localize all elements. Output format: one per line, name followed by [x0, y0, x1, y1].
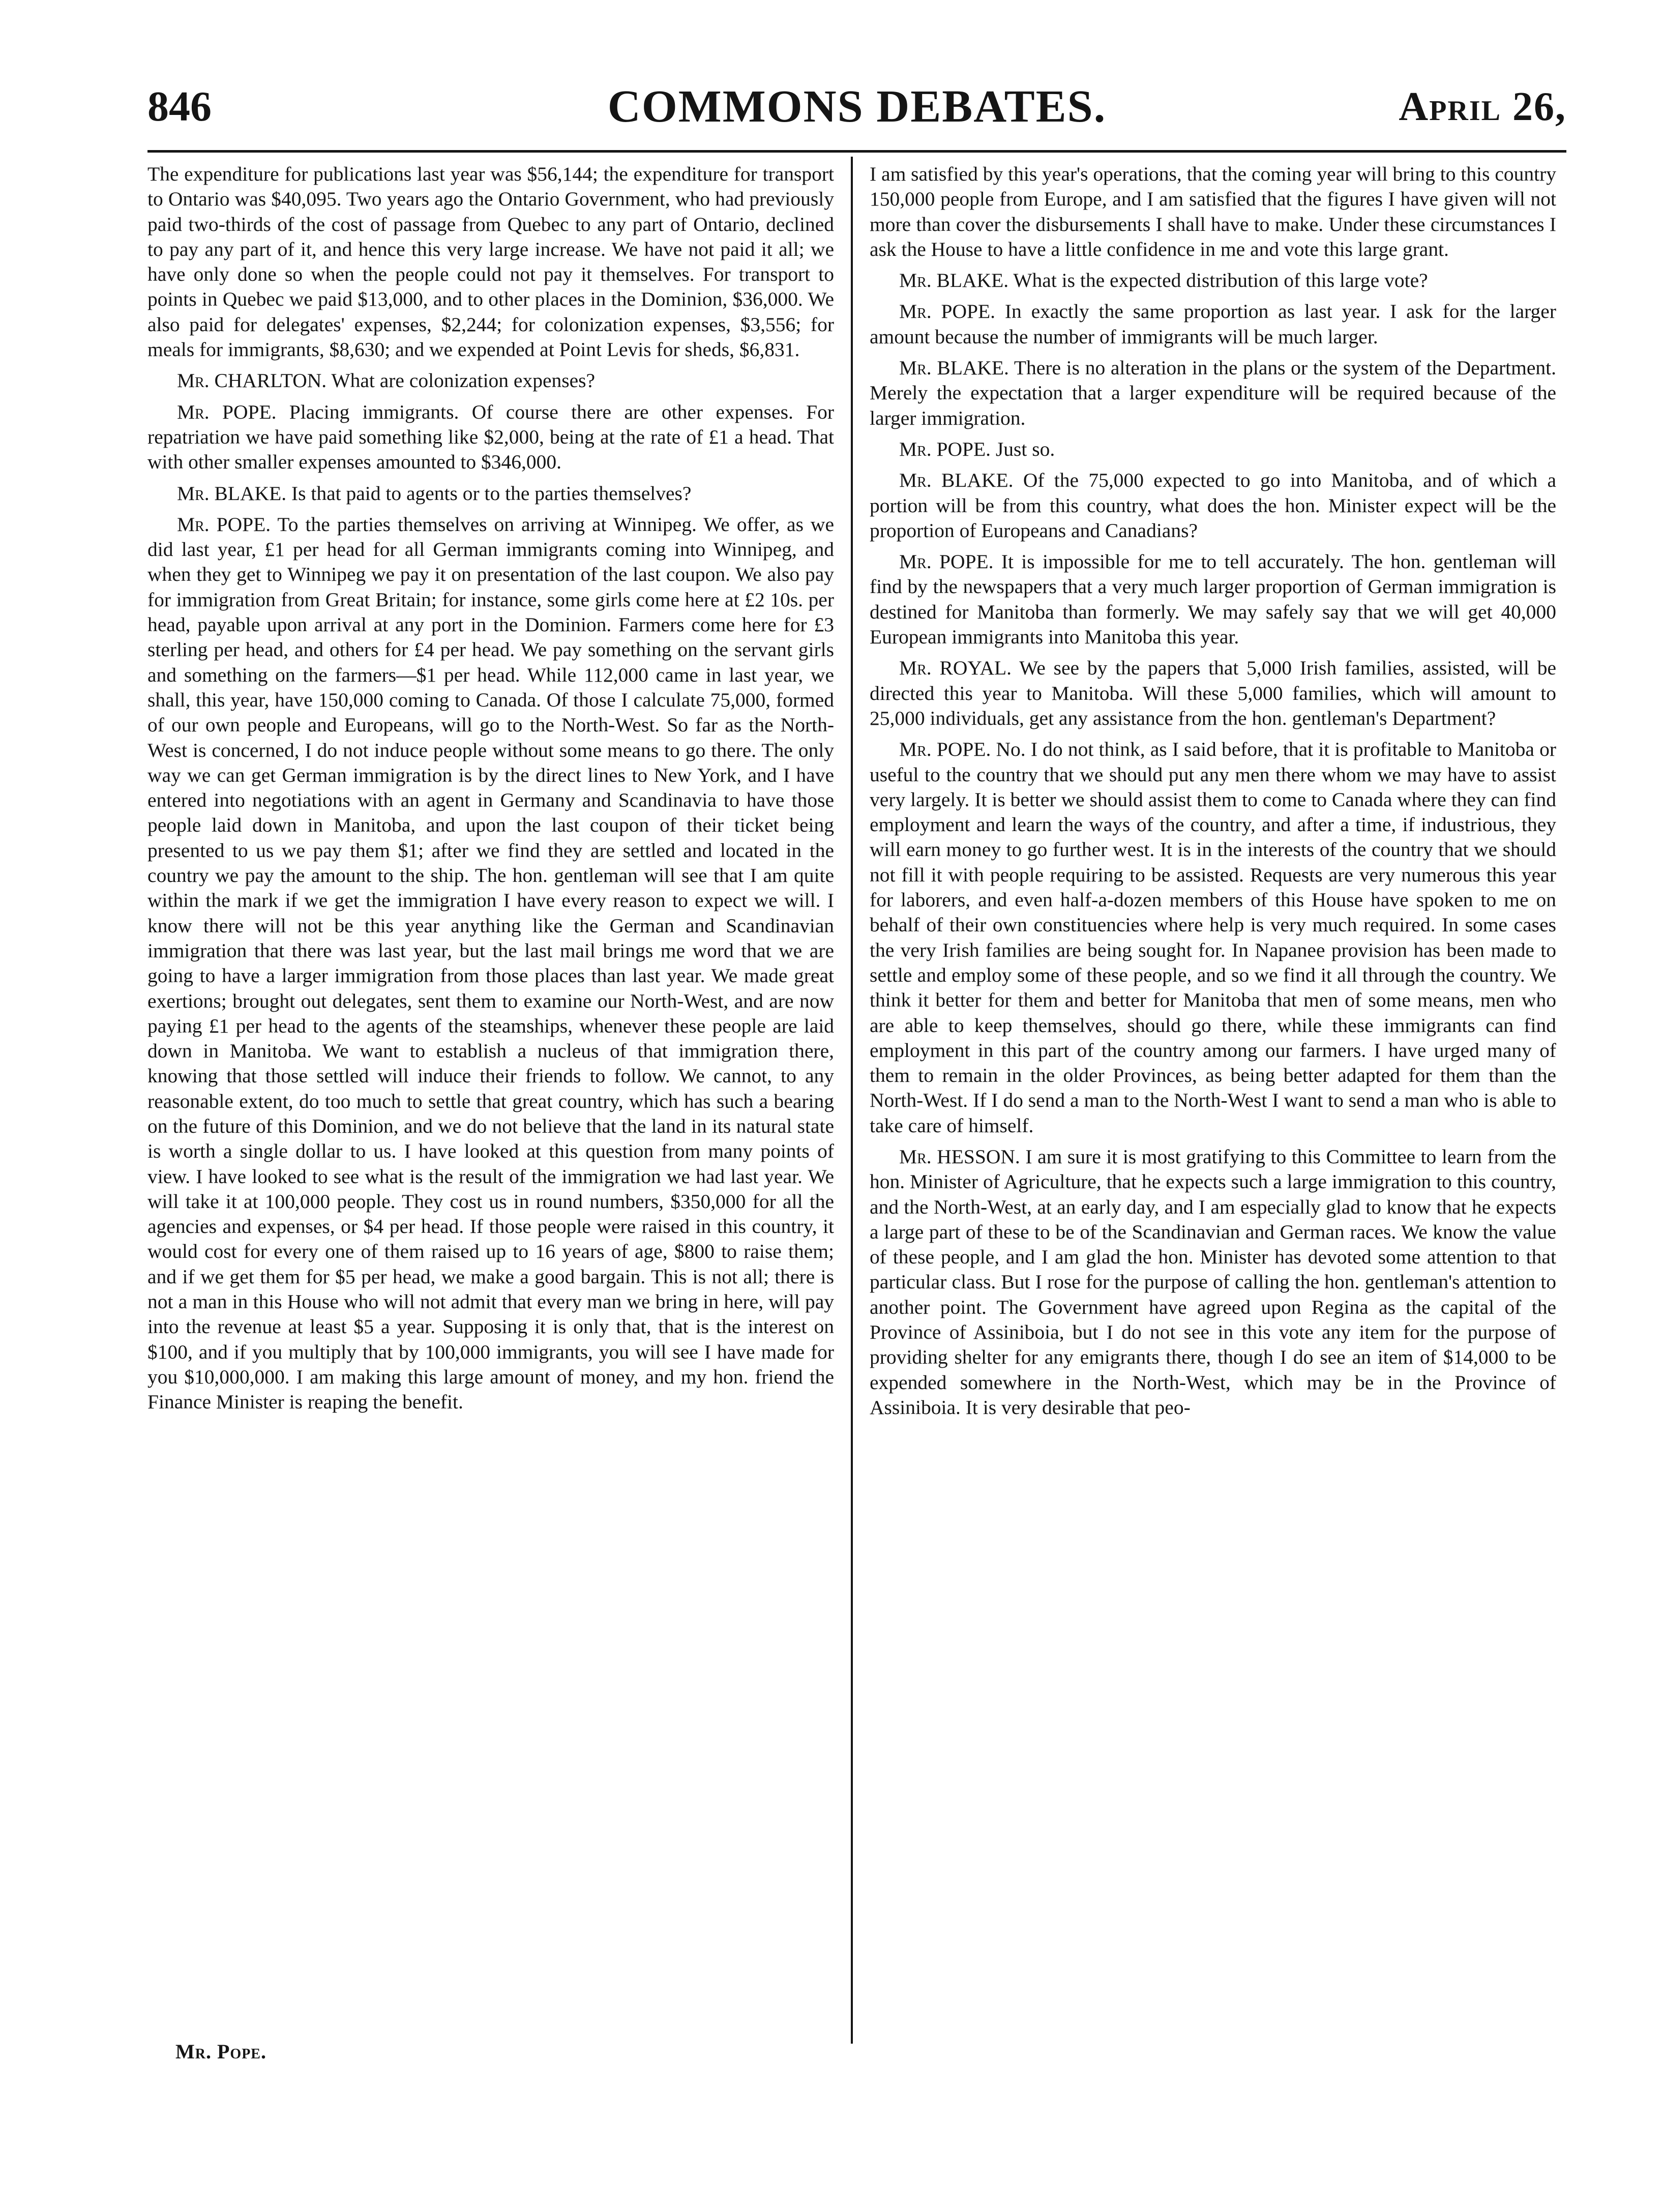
paragraph	[147, 162, 834, 362]
paragraph	[870, 356, 1556, 431]
paragraph	[870, 1144, 1556, 1420]
paragraph-text: What are colonization expenses?	[331, 369, 596, 392]
paragraph	[870, 162, 1556, 262]
speaker-name: Mr. POPE.	[899, 300, 995, 323]
paragraph	[870, 299, 1556, 349]
speaker-name: Mr. POPE.	[899, 738, 991, 761]
paragraph	[870, 437, 1556, 462]
paragraph	[147, 512, 834, 1415]
paragraph	[147, 368, 834, 393]
paragraph-text: It is impossible for me to tell accurately. The hon. gentleman will find by the newspapers that a very much larger proportion of German immigration is destined for Manitoba than formerly. We may safely say that we will get 40,000 European immigrants into Manitoba this year.	[870, 550, 1556, 648]
page-number: 846	[147, 83, 212, 130]
paragraph	[147, 481, 834, 506]
paragraph	[870, 468, 1556, 543]
header-rule	[147, 150, 1566, 153]
paragraph-text: There is no alteration in the plans or the system of the Department. Merely the expectation that a larger expenditure will be required because of the larger immigration.	[870, 357, 1556, 429]
speaker-name: Mr. BLAKE.	[177, 482, 287, 505]
speaker-name: Mr. BLAKE.	[899, 469, 1014, 492]
paragraph-text: Placing immigrants. Of course there are other expenses. For repatriation we have paid something like $2,000, being at the rate of £1 a head. That with other smaller expenses amounted to $346,000.	[147, 400, 834, 474]
paragraph-text: To the parties themselves on arriving at Winnipeg. We offer, as we did last year, £1 per head for all German immigrants coming into Winnipeg, and when they get to Winnipeg we pay it on presentation of the last coupon. We also pay for immigration from Great Britain; for instance, some girls come here at £2 10s. per head, payable upon arrival at any port in the Dominion. Farmers come here for £3 sterling per head, and others for £4 per head. We pay something on the servant girls and something on the farmers—$1 per head. While 112,000 came in last year, we shall, this year, have 150,000 coming to Canada. Of those I calculate 75,000, formed of our own people and Europeans, will go to the North-West. So far as the North-West is concerned, I do not induce people without some means to go there. The only way we can get German immigration is by the direct lines to New York, and I have entered into negotiations with an agent in Germany and Scandinavia to have those people laid down in Manitoba, and upon the last coupon of their ticket being presented to us we pay them $1; after we find they are settled and located in the country we pay the amount to the ship. The hon. gentleman will see that I am quite within the mark if we get the immigration I have every reason to expect we will. I know there will not be this year anything like the German and Scandinavian immigration that there was last year, but the last mail brings me word that we are going to have a larger immigration from those places than last year. We made great exertions; brought out delegates, sent them to examine our North-West, and are now paying £1 per head to the agents of the steamships, whenever these people are laid down in Manitoba. We want to establish a nucleus of that immigration there, knowing that those settled will induce their friends to follow. We cannot, to any reasonable extent, do too much to settle that great country, which has such a bearing on the future of this Dominion, and we do not believe that the land in its natural state is worth a single dollar to us. I have looked at this question from many points of view. I have looked to see what is the result of the immigration we had last year. We will take it at 100,000 people. They cost us in round numbers, $350,000 for all the agencies and expenses, or $4 per head. If those people were raised in this country, it would cost for every one of them raised up to 16 years of age, $800 to raise them; and if we get them for $5 per head, we make a good bargain. This is not all; there is not a man in this House who will not admit that every man we bring in here, will pay into the revenue at least $5 a year. Supposing it is only that, that is the interest on $100, and if you multiply that by 100,000 immigrants, you will see I have made for you $10,000,000. I am making this large amount of money, and my hon. friend the Finance Minister is reaping the benefit.	[147, 513, 834, 1413]
left-column	[147, 162, 834, 2033]
speaker-name: Mr. HESSON.	[899, 1145, 1020, 1168]
paragraph	[870, 656, 1556, 731]
paragraph-text: What is the expected distribution of this large vote?	[1013, 269, 1428, 292]
paragraph-text: No. I do not think, as I said before, that it is profitable to Manitoba or useful to the country that we should put any men there whom we may have to assist very largely. It is better we should assist them to come to Canada where they can find employment and learn the ways of the country, and after a time, if industrious, they will earn money to go further west. It is in the interests of the country that we should not fill it with people requiring to be assisted. Requests are very numerous this year for laborers, and even half-a-dozen members of this House have spoken to me on behalf of their own constituencies where help is very much required. In some cases the very Irish families are being sought for. In Napanee provision has been made to settle and employ some of these people, and so we find it all through the country. We think it better for them and better for Manitoba that men of some means, men who are able to keep themselves, should go there, while these immigrants can find employment in this part of the country among our farmers. I have urged many of them to remain in the older Provinces, as being better adapted for them than the North-West. If I do send a man to the North-West I want to send a man who is able to take care of himself.	[870, 738, 1556, 1137]
speaker-name: Mr. POPE.	[899, 437, 991, 460]
paragraph-text: We see by the papers that 5,000 Irish families, assisted, will be directed this year to Manitoba. Will these 5,000 families, which will amount to 25,000 individuals, get any assistance from the hon. gentleman's Department?	[870, 657, 1556, 729]
paragraph-text: Just so.	[995, 437, 1055, 460]
paragraph-text: The expenditure for publications last year was $56,144; the expenditure for transport to Ontario was $40,095. Two years ago the Ontario Government, who had previously paid two-thirds of the cost of passage from Quebec to any part of Ontario, declined to pay any part of it, and hence this very large increase. We have not paid it all; we have only done so when the people could not pay it themselves. For transport to points in Quebec we paid $13,000, and to other places in the Dominion, $36,000. We also paid for delegates' expenses, $2,244; for colonization expenses, $3,556; for meals for immigrants, $8,630; and we expended at Point Levis for sheds, $6,831.	[147, 163, 834, 361]
paragraph-text: I am satisfied by this year's operations, that the coming year will bring to this country 150,000 people from Europe, and I am satisfied that the figures I have given will not more than cover the disbursements I shall have to make. Under these circumstances I ask the House to have a little confidence in me and vote this large grant.	[870, 163, 1556, 260]
paragraph-text: I am sure it is most gratifying to this Committee to learn from the hon. Minister of Agriculture, that he expects such a large immigration to this country, and the North-West, at an early day, and I am especially glad to know that he expects a large part of these to be of the Scandinavian and German races. We know the value of these people, and I am glad the hon. Minister has devoted some attention to that particular class. But I rose for the purpose of calling the hon. gentleman's attention to another point. The Government have agreed upon Regina as the capital of the Province of Assiniboia, but I do not see in this vote any item for the purpose of providing shelter for any emigrants there, though I do see an item of $14,000 to be expended somewhere in the North-West, which may be in the Province of Assiniboia. It is very desirable that peo-	[870, 1145, 1556, 1419]
footer-speaker-name: Mr. Pope.	[175, 2040, 266, 2063]
speaker-name: Mr. ROYAL.	[899, 657, 1012, 680]
paragraph	[870, 737, 1556, 1138]
speaker-name: Mr. BLAKE.	[899, 269, 1009, 292]
paragraph	[870, 268, 1556, 293]
column-divider	[851, 157, 853, 2044]
page-date: April 26,	[1399, 84, 1566, 129]
speaker-name: Mr. BLAKE.	[899, 357, 1009, 379]
paragraph-text: In exactly the same proportion as last year. I ask for the larger amount because the number of immigrants will be much larger.	[870, 300, 1556, 348]
paragraph-text: Of the 75,000 expected to go into Manitoba, and of which a portion will be from this country, what does the hon. Minister expect will be the proportion of Europeans and Canadians?	[870, 469, 1556, 542]
paragraph	[870, 549, 1556, 650]
speaker-name: Mr. POPE.	[177, 513, 271, 536]
page-header	[147, 76, 1566, 137]
paragraph	[147, 400, 834, 475]
speaker-name: Mr. POPE.	[899, 550, 994, 573]
speaker-name: Mr. POPE.	[177, 400, 277, 423]
right-column	[870, 162, 1556, 2033]
page-title: COMMONS DEBATES.	[607, 81, 1107, 132]
paragraph-text: Is that paid to agents or to the parties themselves?	[291, 482, 692, 505]
speaker-name: Mr. CHARLTON.	[177, 369, 327, 392]
